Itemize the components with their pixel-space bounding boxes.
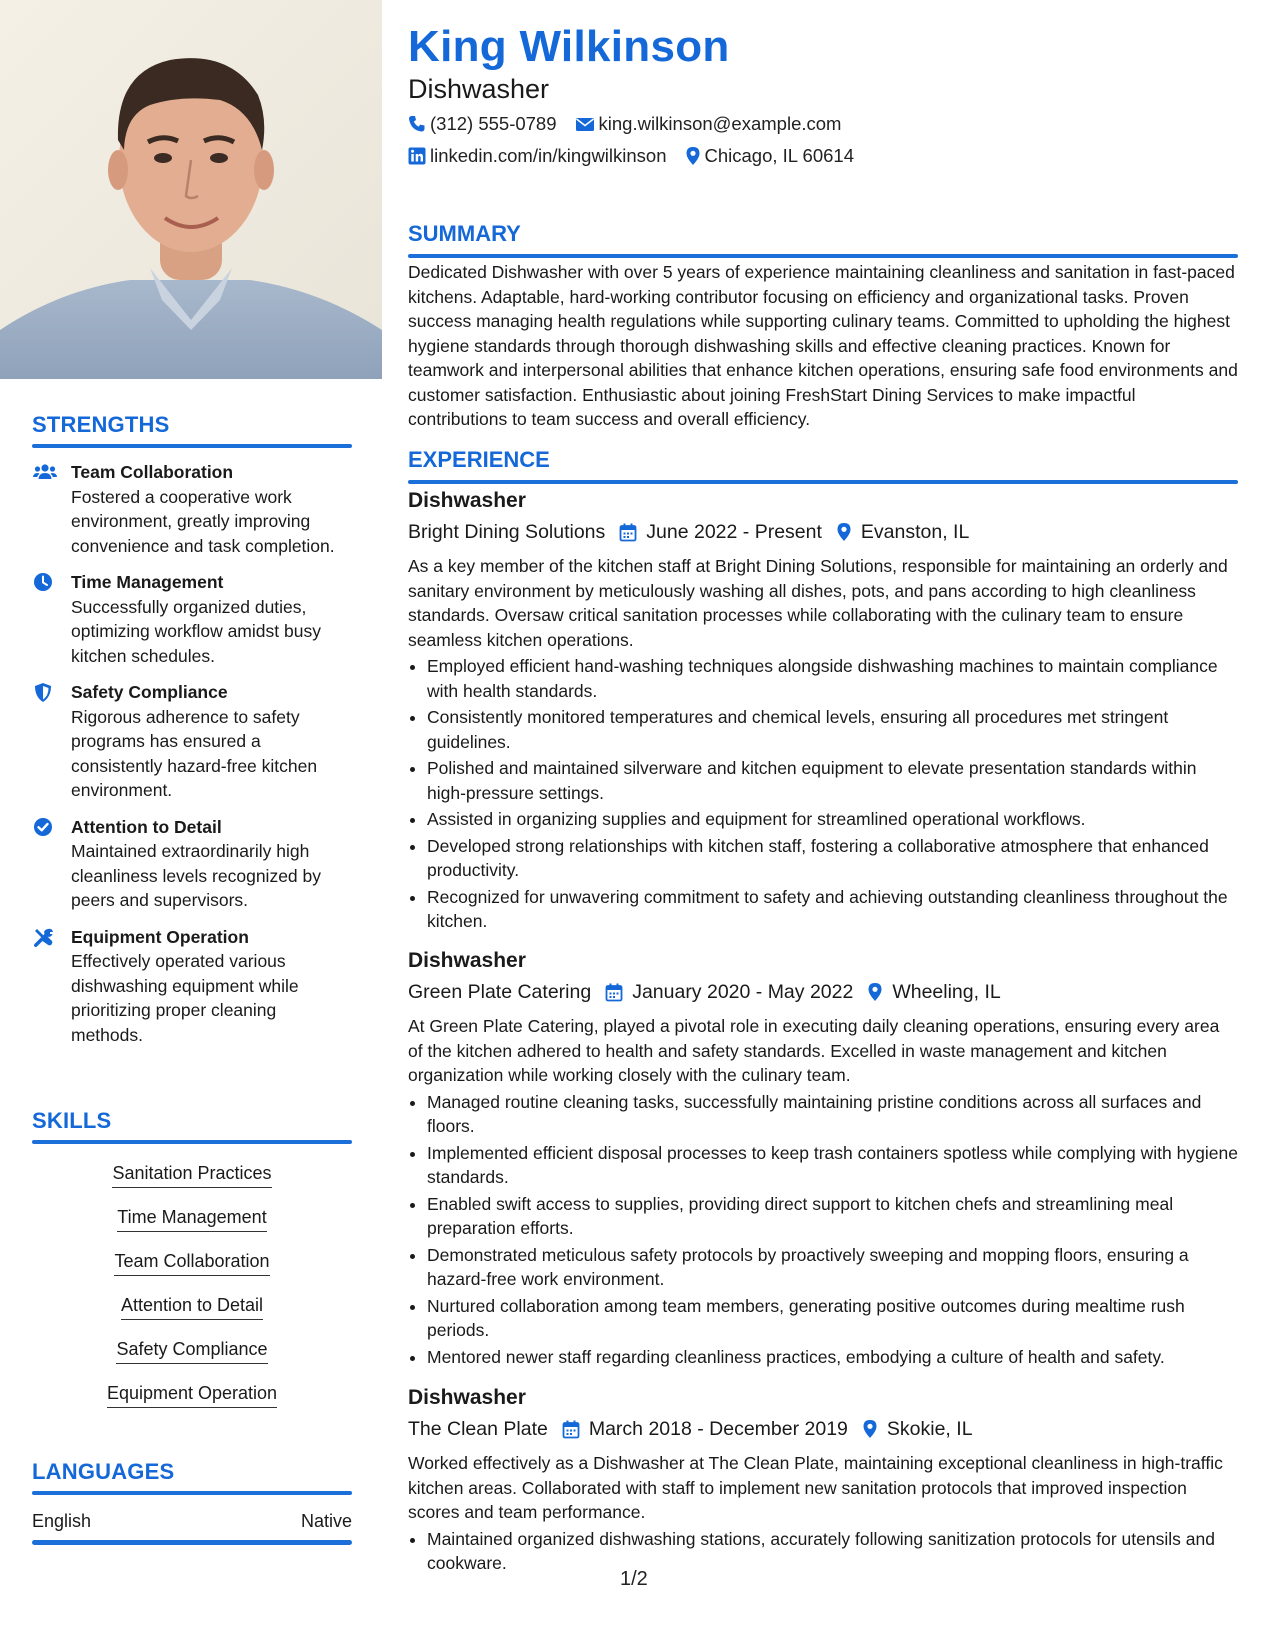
map-pin-icon [685,146,701,166]
job-dates [562,1415,848,1443]
shield-icon [33,682,55,702]
strengths-section [32,412,352,1047]
summary-text: Dedicated Dishwasher with over 5 years of experience maintaining cleanliness and sanitation in fast-paced kitchens. Adaptable, hard-working contributor focusing on efficiency and organizational tasks. Proven success managing health regulations while supporting culinary teams. Committed to upholding the highest hygiene standards through thorough dishwashing skills and effective cleaning practices. Known for teamwork and interpersonal abilities that enhance kitchen operations, ensuring safe food environments and customer satisfaction. Enthusiastic about joining FreshStart Dining Services to make impactful contributions to team success and overall efficiency. [408,262,1238,429]
job-bullet: • Nurtured collaboration among team members, generating positive outcomes during mealtime rush periods. [427,1294,1238,1343]
linkedin-text[interactable]: linkedin.com/in/kingwilkinson [430,145,667,166]
calendar-icon [562,1420,580,1439]
language-name: English [32,1511,92,1531]
skill-item: Team Collaboration [114,1249,269,1276]
strength-item [32,925,352,1048]
strength-title: Time Management [71,572,224,592]
job-meta [408,1415,1238,1443]
location-contact [685,145,854,167]
strength-desc: Successfully organized duties, optimizing workflow amidst busy kitchen schedules. [71,596,321,666]
job-dates [619,518,822,546]
skill-item: Safety Compliance [116,1337,267,1364]
email-text[interactable]: king.wilkinson@example.com [598,113,842,134]
experience-heading: EXPERIENCE [408,447,550,472]
contact-row-1 [408,113,859,135]
job-location [867,978,1000,1006]
skill-item: Attention to Detail [121,1293,263,1320]
job-bullet: • Consistently monitored temperatures and chemical levels, ensuring all procedures met stringent guidelines. [427,705,1238,754]
section-rule [408,480,1238,484]
phone-text: (312) 555-0789 [430,113,557,134]
strength-item [32,680,352,803]
skill-item: Sanitation Practices [112,1161,271,1188]
tools-icon [33,927,55,947]
section-rule [32,1140,352,1144]
job-bullet: • Assisted in organizing supplies and equipment for streamlined operational workflows. [427,807,1238,832]
map-pin-icon [867,982,883,1002]
strength-item [32,570,352,668]
languages-section [32,1459,352,1545]
summary-heading: SUMMARY [408,221,521,246]
job-company: Bright Dining Solutions [408,521,606,543]
job-description: Worked effectively as a Dishwasher at The Clean Plate, maintaining exceptional cleanliness in high-traffic kitchen areas. Collaborated with staff to implement new sanitation protocols that improved inspection scores and team performance. [408,1453,1223,1522]
section-rule [408,254,1238,258]
skill-item: Time Management [117,1205,266,1232]
job-dates-text: June 2022 - Present [646,521,822,543]
job-bullet: • Polished and maintained silverware and kitchen equipment to elevate presentation standards within high-pressure settings. [427,756,1238,805]
job-dates-text: March 2018 - December 2019 [588,1418,848,1440]
calendar-icon [619,523,637,542]
section-rule [32,1491,352,1495]
experience-section-header [408,447,1238,484]
job-dates-text: January 2020 - May 2022 [632,981,854,1003]
skills-list [32,1154,352,1418]
languages-heading: LANGUAGES [32,1459,175,1484]
candidate-role: Dishwasher [408,74,550,104]
job-title: Dishwasher [408,949,526,972]
language-level-bar [32,1540,352,1545]
strength-item [32,815,352,913]
job-bullet: • Demonstrated meticulous safety protocols by proactively sweeping and mopping floors, ensuring a hazard-free work environment. [427,1243,1238,1292]
sidebar [0,0,382,1650]
strength-desc: Rigorous adherence to safety programs has ensured a consistently hazard-free kitchen environment. [71,706,318,800]
job-location-text: Skokie, IL [886,1418,973,1440]
job-entry [408,947,1238,1371]
job-bullet: • Enabled swift access to supplies, providing direct support to kitchen chefs and streamlining meal preparation efforts. [427,1192,1238,1241]
language-row [32,1511,352,1532]
job-dates [605,978,853,1006]
phone-contact [408,113,557,135]
job-title: Dishwasher [408,489,526,512]
job-company: The Clean Plate [408,1418,548,1440]
job-bullet: • Developed strong relationships with kitchen staff, fostering a collaborative atmosphere that enhanced productivity. [427,834,1238,883]
location-text: Chicago, IL 60614 [704,145,854,166]
job-company: Green Plate Catering [408,981,592,1003]
page-number: 1/2 [620,1568,648,1590]
job-bullets [408,654,1238,934]
job-location [862,1415,973,1443]
language-level: Native [300,1511,352,1531]
job-location-text: Evanston, IL [860,521,970,543]
strength-title: Attention to Detail [71,816,222,837]
job-bullet: • Employed efficient hand-washing techniques alongside dishwashing machines to maintain compliance with health standards. [427,654,1238,703]
skill-item: Equipment Operation [107,1381,277,1408]
job-entry [408,487,1238,936]
skills-heading: SKILLS [32,1108,112,1133]
check-circle-icon [33,817,55,837]
strength-desc: Maintained extraordinarily high cleanliness levels recognized by peers and supervisors. [71,841,321,910]
job-location [836,518,969,546]
team-icon [33,462,55,482]
linkedin-contact[interactable] [408,145,667,167]
job-meta [408,978,1238,1006]
job-bullet: • Recognized for unwavering commitment to safety and achieving outstanding cleanliness throughout the kitchen. [427,885,1238,934]
strength-desc: Effectively operated various dishwashing equipment while prioritizing proper cleaning methods. [71,951,299,1045]
map-pin-icon [836,522,852,542]
job-description: At Green Plate Catering, played a pivotal role in executing daily cleaning operations, ensuring every area of the kitchen adhered to health and safety standards. Excelled in waste management and kitchen organization while working closely with the culinary team. [408,1016,1220,1085]
job-bullets [408,1090,1238,1370]
job-meta [408,518,1238,546]
job-title: Dishwasher [408,1386,526,1409]
job-bullet: • Implemented efficient disposal processes to keep trash containers spotless while complying with hygiene standards. [427,1141,1238,1190]
linkedin-icon [408,147,426,165]
section-rule [32,444,352,448]
clock-icon [33,572,55,592]
summary-section-header [408,221,1238,258]
job-bullet: • Managed routine cleaning tasks, successfully maintaining pristine conditions across all surfaces and floors. [427,1090,1238,1139]
skills-section [32,1108,352,1418]
envelope-icon [575,116,595,132]
job-bullets [408,1527,1238,1576]
map-pin-icon [862,1419,878,1439]
strength-title: Equipment Operation [71,926,249,947]
strength-title: Safety Compliance [71,682,228,702]
profile-photo [0,0,382,379]
phone-icon [408,115,426,133]
job-bullet: • Maintained organized dishwashing stations, accurately following sanitization protocols for utensils and cookware. [427,1527,1238,1576]
strength-desc: Fostered a cooperative work environment, greatly improving convenience and task completion. [71,486,335,556]
strength-item [32,460,352,558]
contact-row-2 [408,145,872,167]
job-bullet: • Mentored newer staff regarding cleanliness practices, embodying a culture of health and safety. [427,1345,1238,1370]
job-location-text: Wheeling, IL [892,981,1001,1003]
candidate-name: King Wilkinson [408,22,730,71]
job-description: As a key member of the kitchen staff at Bright Dining Solutions, responsible for maintaining an orderly and sanitary environment by meticulously washing all dishes, pots, and pans according to high cleanliness standards. Oversaw critical sanitation processes while collaborating with the culinary team to ensure seamless kitchen operations. [408,556,1228,650]
calendar-icon [605,983,623,1002]
portrait-image [0,0,382,379]
email-contact[interactable] [575,113,842,135]
job-entry [408,1384,1238,1578]
strengths-heading: STRENGTHS [32,412,170,437]
strength-title: Team Collaboration [71,462,234,482]
